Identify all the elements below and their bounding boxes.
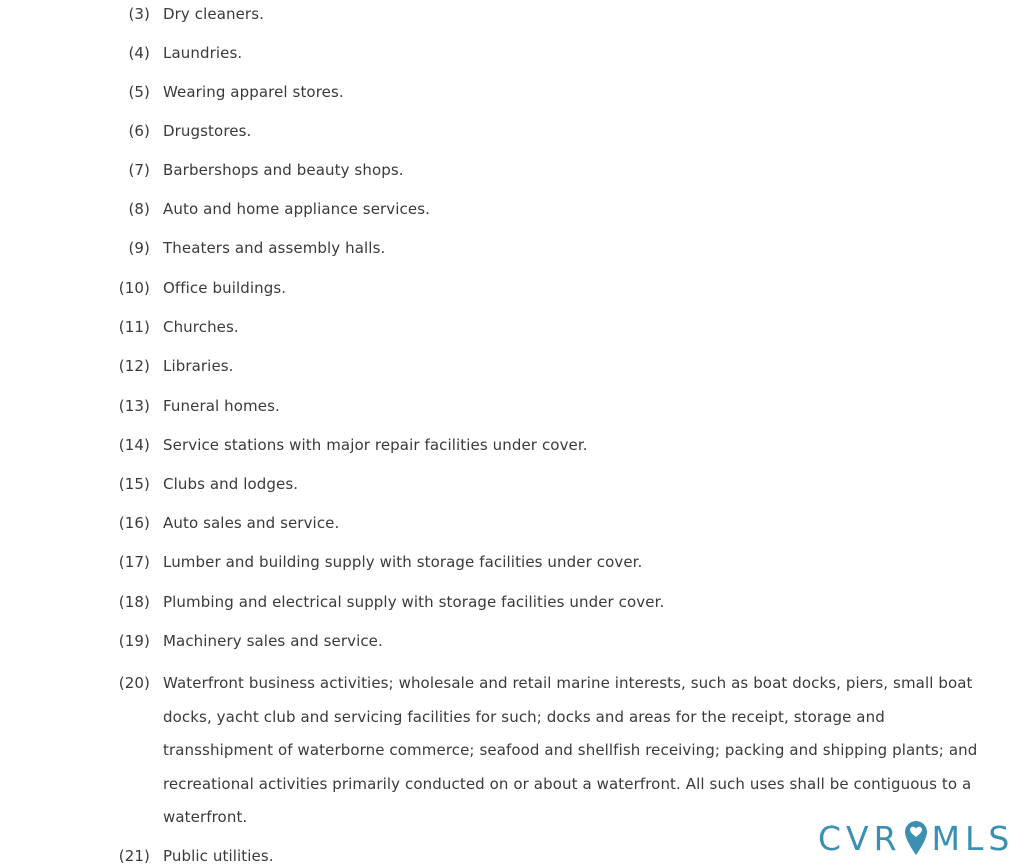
item-text: Service stations with major repair facilities under cover.: [163, 436, 588, 454]
item-number: (6): [128, 122, 150, 140]
item-text: Plumbing and electrical supply with storage facilities under cover.: [163, 593, 665, 611]
item-number: (7): [128, 161, 150, 179]
item-number: (15): [118, 475, 150, 493]
item-text: Funeral homes.: [163, 397, 280, 415]
item-number: (3): [128, 5, 150, 23]
item-text: Barbershops and beauty shops.: [163, 161, 404, 179]
item-text: Libraries.: [163, 357, 234, 375]
logo-text-right: MLS: [931, 818, 1015, 858]
item-text: Laundries.: [163, 44, 243, 62]
item-text: Public utilities.: [163, 847, 274, 865]
location-pin-icon: [903, 819, 929, 857]
item-text: Office buildings.: [163, 279, 287, 297]
item-number: (18): [118, 593, 150, 611]
cvrmls-watermark-logo: [818, 816, 1014, 860]
item-text: Machinery sales and service.: [163, 632, 383, 650]
item-number: (20): [118, 674, 150, 692]
item-number: (9): [128, 239, 150, 257]
item-number: (8): [128, 200, 150, 218]
item-text: Theaters and assembly halls.: [163, 239, 386, 257]
item-number: (16): [118, 514, 150, 532]
item-text: Waterfront business activities; wholesale and retail marine interests, such as boat docks, piers, small boat docks, yacht club and servicing facilities for such; docks and areas for the receipt, storage and transshipment of waterborne commerce; seafood and shellfish receiving; packing and shipping plants; and recreational activities primarily conducted on or about a waterfront. All such uses shall be contiguous to a waterfront.: [163, 674, 978, 826]
item-text: Wearing apparel stores.: [163, 83, 344, 101]
item-text: Auto sales and service.: [163, 514, 340, 532]
item-text: Auto and home appliance services.: [163, 200, 431, 218]
item-text: Churches.: [163, 318, 239, 336]
item-number: (10): [118, 279, 150, 297]
item-number: (11): [118, 318, 150, 336]
item-number: (17): [118, 553, 150, 571]
item-text: Clubs and lodges.: [163, 475, 299, 493]
item-number: (4): [128, 44, 150, 62]
item-number: (12): [118, 357, 150, 375]
item-number: (13): [118, 397, 150, 415]
logo-text-left: CVR: [818, 818, 902, 858]
item-text: Drugstores.: [163, 122, 252, 140]
item-number: (5): [128, 83, 150, 101]
item-text: Dry cleaners.: [163, 5, 264, 23]
item-number: (14): [118, 436, 150, 454]
item-number: (21): [118, 847, 150, 865]
item-number: (19): [118, 632, 150, 650]
item-text: Lumber and building supply with storage facilities under cover.: [163, 553, 643, 571]
